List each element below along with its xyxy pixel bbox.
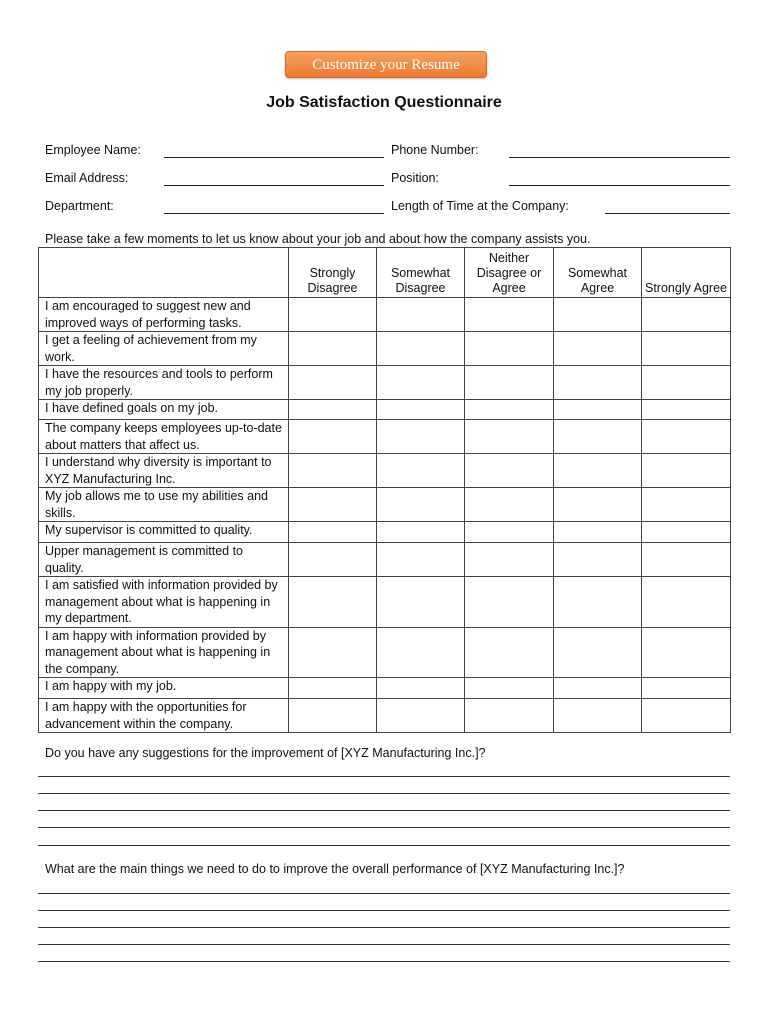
statement-row <box>39 627 731 678</box>
rating-cell-strongly-disagree[interactable] <box>289 332 377 366</box>
rating-cell-neutral[interactable] <box>465 420 554 454</box>
statement-text: The company keeps employees up-to-date about matters that affect us. <box>39 420 289 454</box>
rating-cell-somewhat-disagree[interactable] <box>377 627 465 678</box>
customize-resume-button[interactable]: Customize your Resume <box>285 51 487 78</box>
statement-header <box>39 248 289 298</box>
rating-cell-somewhat-disagree[interactable] <box>377 699 465 733</box>
rating-cell-strongly-disagree[interactable] <box>289 420 377 454</box>
rating-cell-strongly-agree[interactable] <box>642 366 731 400</box>
rating-cell-neutral[interactable] <box>465 522 554 543</box>
rating-cell-somewhat-agree[interactable] <box>554 678 642 699</box>
rating-cell-strongly-agree[interactable] <box>642 400 731 420</box>
statement-row <box>39 420 731 454</box>
rating-cell-somewhat-agree[interactable] <box>554 522 642 543</box>
statement-text: I am satisfied with information provided by management about what is happening in my department. <box>39 577 289 628</box>
rating-cell-strongly-disagree[interactable] <box>289 522 377 543</box>
rating-cell-strongly-agree[interactable] <box>642 522 731 543</box>
rating-cell-somewhat-agree[interactable] <box>554 577 642 628</box>
employee-name-label: Employee Name: <box>45 143 141 157</box>
statement-text: I have the resources and tools to perform my job properly. <box>39 366 289 400</box>
improve-performance-question: What are the main things we need to do to improve the overall performance of [XYZ Manufacturing Inc.]? <box>45 862 625 876</box>
rating-cell-neutral[interactable] <box>465 298 554 332</box>
statement-row <box>39 332 731 366</box>
page-title: Job Satisfaction Questionnaire <box>266 94 502 111</box>
department-field[interactable] <box>164 213 384 214</box>
statement-row <box>39 522 731 543</box>
improve-answer-line[interactable] <box>38 961 730 962</box>
rating-cell-strongly-disagree[interactable] <box>289 678 377 699</box>
rating-cell-somewhat-disagree[interactable] <box>377 454 465 488</box>
rating-cell-somewhat-disagree[interactable] <box>377 577 465 628</box>
header-neutral: Neither Disagree or Agree <box>465 248 554 298</box>
rating-cell-strongly-agree[interactable] <box>642 454 731 488</box>
header-somewhat-disagree: Somewhat Disagree <box>377 248 465 298</box>
rating-cell-neutral[interactable] <box>465 678 554 699</box>
statement-row <box>39 298 731 332</box>
rating-cell-strongly-disagree[interactable] <box>289 577 377 628</box>
phone-number-label: Phone Number: <box>391 143 479 157</box>
rating-cell-neutral[interactable] <box>465 400 554 420</box>
rating-cell-somewhat-agree[interactable] <box>554 543 642 577</box>
rating-cell-neutral[interactable] <box>465 332 554 366</box>
rating-cell-somewhat-disagree[interactable] <box>377 332 465 366</box>
email-address-field[interactable] <box>164 185 384 186</box>
rating-cell-somewhat-agree[interactable] <box>554 332 642 366</box>
rating-cell-strongly-agree[interactable] <box>642 543 731 577</box>
employee-name-field[interactable] <box>164 157 384 158</box>
rating-cell-somewhat-disagree[interactable] <box>377 298 465 332</box>
rating-cell-strongly-disagree[interactable] <box>289 400 377 420</box>
rating-cell-strongly-agree[interactable] <box>642 420 731 454</box>
rating-cell-strongly-disagree[interactable] <box>289 627 377 678</box>
rating-cell-strongly-disagree[interactable] <box>289 454 377 488</box>
improve-answer-line[interactable] <box>38 893 730 894</box>
statement-row <box>39 454 731 488</box>
statement-text: My supervisor is committed to quality. <box>39 522 289 543</box>
improve-answer-line[interactable] <box>38 944 730 945</box>
rating-cell-strongly-disagree[interactable] <box>289 366 377 400</box>
rating-cell-neutral[interactable] <box>465 488 554 522</box>
rating-cell-somewhat-agree[interactable] <box>554 488 642 522</box>
position-label: Position: <box>391 171 439 185</box>
rating-cell-somewhat-agree[interactable] <box>554 366 642 400</box>
rating-header-row <box>39 248 731 298</box>
header-strongly-agree: Strongly Agree <box>642 248 731 298</box>
length-of-time-field[interactable] <box>605 213 730 214</box>
rating-cell-neutral[interactable] <box>465 366 554 400</box>
rating-cell-somewhat-agree[interactable] <box>554 627 642 678</box>
intro-text: Please take a few moments to let us know about your job and about how the company assists you. <box>45 232 591 246</box>
statement-text: Upper management is committed to quality. <box>39 543 289 577</box>
statement-row <box>39 366 731 400</box>
phone-number-field[interactable] <box>509 157 730 158</box>
rating-cell-somewhat-agree[interactable] <box>554 420 642 454</box>
rating-cell-strongly-agree[interactable] <box>642 488 731 522</box>
rating-cell-strongly-agree[interactable] <box>642 627 731 678</box>
rating-cell-somewhat-agree[interactable] <box>554 454 642 488</box>
rating-table <box>38 247 731 733</box>
improve-answer-line[interactable] <box>38 927 730 928</box>
suggestions-question: Do you have any suggestions for the improvement of [XYZ Manufacturing Inc.]? <box>45 746 486 760</box>
rating-cell-strongly-disagree[interactable] <box>289 488 377 522</box>
statement-text: I understand why diversity is important to XYZ Manufacturing Inc. <box>39 454 289 488</box>
department-label: Department: <box>45 199 114 213</box>
rating-cell-strongly-agree[interactable] <box>642 332 731 366</box>
statement-text: I am happy with information provided by management about what is happening in the company. <box>39 627 289 678</box>
improve-answer-line[interactable] <box>38 910 730 911</box>
rating-cell-somewhat-disagree[interactable] <box>377 366 465 400</box>
statement-row <box>39 577 731 628</box>
rating-cell-somewhat-disagree[interactable] <box>377 543 465 577</box>
rating-cell-somewhat-disagree[interactable] <box>377 488 465 522</box>
header-strongly-disagree: Strongly Disagree <box>289 248 377 298</box>
rating-cell-neutral[interactable] <box>465 454 554 488</box>
statement-row <box>39 678 731 699</box>
rating-cell-strongly-agree[interactable] <box>642 577 731 628</box>
rating-cell-somewhat-agree[interactable] <box>554 400 642 420</box>
rating-cell-neutral[interactable] <box>465 577 554 628</box>
statement-text: I have defined goals on my job. <box>39 400 289 420</box>
statement-text: I get a feeling of achievement from my work. <box>39 332 289 366</box>
statement-text: I am encouraged to suggest new and improved ways of performing tasks. <box>39 298 289 332</box>
statement-row <box>39 699 731 733</box>
rating-cell-strongly-disagree[interactable] <box>289 298 377 332</box>
email-address-label: Email Address: <box>45 171 129 185</box>
rating-cell-somewhat-agree[interactable] <box>554 699 642 733</box>
rating-cell-neutral[interactable] <box>465 699 554 733</box>
statement-row <box>39 488 731 522</box>
statement-text: I am happy with my job. <box>39 678 289 699</box>
rating-cell-strongly-disagree[interactable] <box>289 543 377 577</box>
statement-row <box>39 543 731 577</box>
suggestions-answer-line[interactable] <box>38 845 730 846</box>
statement-row <box>39 400 731 420</box>
rating-cell-strongly-disagree[interactable] <box>289 699 377 733</box>
position-field[interactable] <box>509 185 730 186</box>
suggestions-answer-line[interactable] <box>38 810 730 811</box>
statement-text: I am happy with the opportunities for advancement within the company. <box>39 699 289 733</box>
rating-cell-somewhat-disagree[interactable] <box>377 420 465 454</box>
suggestions-answer-line[interactable] <box>38 793 730 794</box>
header-somewhat-agree: Somewhat Agree <box>554 248 642 298</box>
rating-cell-strongly-agree[interactable] <box>642 699 731 733</box>
length-of-time-label: Length of Time at the Company: <box>391 199 569 213</box>
suggestions-answer-line[interactable] <box>38 776 730 777</box>
statement-text: My job allows me to use my abilities and skills. <box>39 488 289 522</box>
rating-cell-somewhat-disagree[interactable] <box>377 522 465 543</box>
rating-cell-strongly-agree[interactable] <box>642 678 731 699</box>
suggestions-answer-line[interactable] <box>38 827 730 828</box>
rating-cell-neutral[interactable] <box>465 627 554 678</box>
rating-cell-somewhat-agree[interactable] <box>554 298 642 332</box>
rating-cell-neutral[interactable] <box>465 543 554 577</box>
rating-cell-somewhat-disagree[interactable] <box>377 400 465 420</box>
rating-cell-strongly-agree[interactable] <box>642 298 731 332</box>
rating-cell-somewhat-disagree[interactable] <box>377 678 465 699</box>
